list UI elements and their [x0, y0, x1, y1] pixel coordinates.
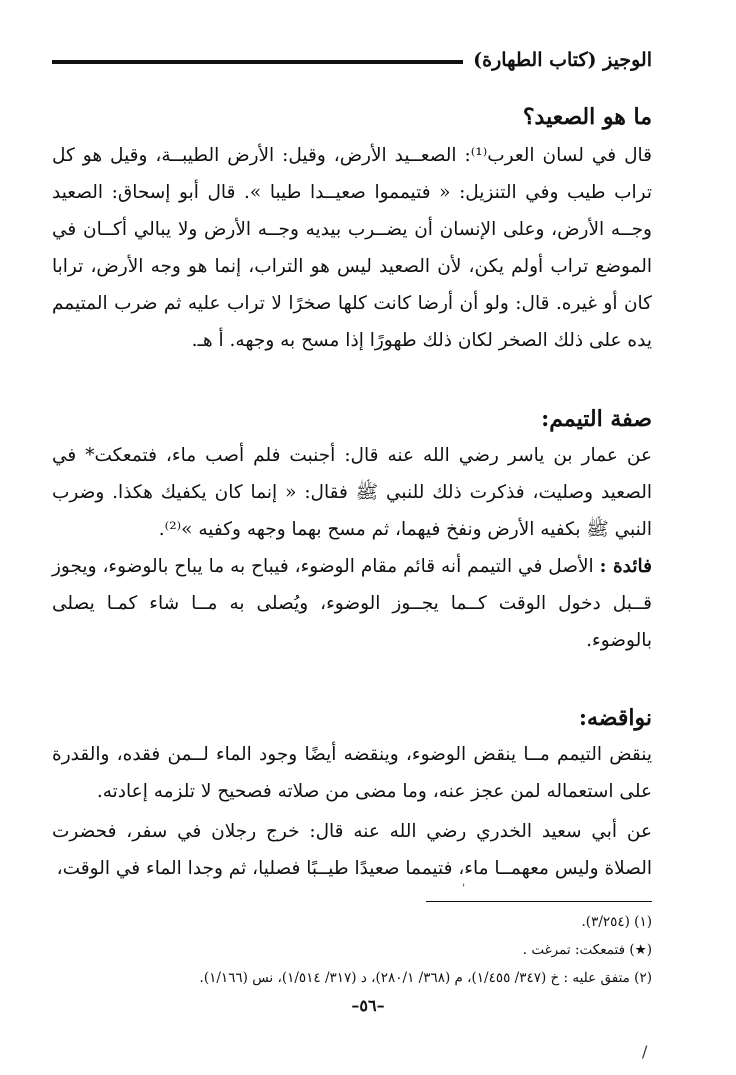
footnotes	[52, 908, 652, 992]
book-page	[52, 40, 652, 992]
section-heading-saeed: ما هو الصعيد؟	[522, 104, 652, 130]
footnote-rule	[426, 901, 652, 902]
faida-text: الأصل في التيمم أنه قائم مقام الوضوء، فيباح به ما يباح بالوضوء، ويجوز قــبل دخول الوقت كــما يجــوز الوضوء، ويُصلى به مــا شاء كمـا يصلى بالوضوء.	[52, 556, 652, 651]
running-header	[52, 40, 652, 80]
section-heading-sifat: صفة التيمم:	[541, 406, 652, 432]
stray-tick-mark: ˈ	[462, 882, 466, 896]
running-head-title: الوجيز (كتاب الطهارة)	[473, 49, 652, 71]
stray-slash-mark: /	[642, 1042, 648, 1061]
section-paragraph-nawaqid-2: عن أبي سعيد الخدري رضي الله عنه قال: خرج رجلان في سفر، فحضرت الصلاة وليس معهمــا ماء، فتيمما صعيدًا طيــبًا فصليا، ثم وجدا الماء في الوقت،	[52, 821, 652, 879]
section-paragraph-sifat: عن عمار بن ياسر رضي الله عنه قال: أجنبت فلم أصب ماء، فتمعكت* في الصعيد وصليت، فذكرت ذلك للنبي ﷺ فقال: « إنما كان يكفيك هكذا. وضرب النبي ﷺ بكفيه الأرض ونفخ فيهما، ثم مسح بهما وجهه وكفيه »⁽²⁾.	[52, 445, 652, 540]
section-heading-nawaqid: نواقضه:	[578, 705, 652, 731]
footnote-2: (٢) متفق عليه : خ (٣٤٧/ ١/٤٥٥)، م (٣٦٨/ ٢٨٠/١)، د (٣١٧/ ١/٥١٤)، نس (١/١٦٦).	[199, 970, 652, 986]
header-rule	[52, 60, 463, 64]
section-paragraph-saeed: قال في لسان العرب⁽¹⁾: الصعــيد الأرض، وقيل: الأرض الطيبــة، وقيل هو كل تراب طيب وفي التنزيل: « فتيمموا صعيــدا طيبا ». قال أبو إسحاق: الصعيد وجــه الأرض، وعلى الإنسان أن يضــرب بيديه وجــه الأرض ولا يبالي أكــان في الموضع تراب أولم يكن، لأن الصعيد ليس هو التراب، إنما هو وجه الأرض، ترابا كان أو غيره. قال: ولو أن أرضا كانت كلها صخرًا لا تراب عليه ثم ضرب المتيمم يده على ذلك الصخر لكان ذلك طهورًا إذا مسح به وجهه. أ هـ.	[52, 145, 652, 351]
section-paragraph-nawaqid-1: ينقض التيمم مــا ينقض الوضوء، وينقضه أيضًا وجود الماء لــمن فقده، والقدرة على استعماله لمن عجز عنه، وما مضى من صلاته فصحيح لا تلزمه إعادته.	[52, 744, 652, 802]
page-number: –٥٦–	[351, 996, 385, 1015]
faida-label: فائدة :	[599, 556, 652, 577]
footnote-star: (★) فتمعكت: تمرغت .	[522, 942, 652, 958]
faida-note	[52, 548, 652, 659]
footnote-1: (١) (٣/٢٥٤).	[581, 914, 652, 930]
